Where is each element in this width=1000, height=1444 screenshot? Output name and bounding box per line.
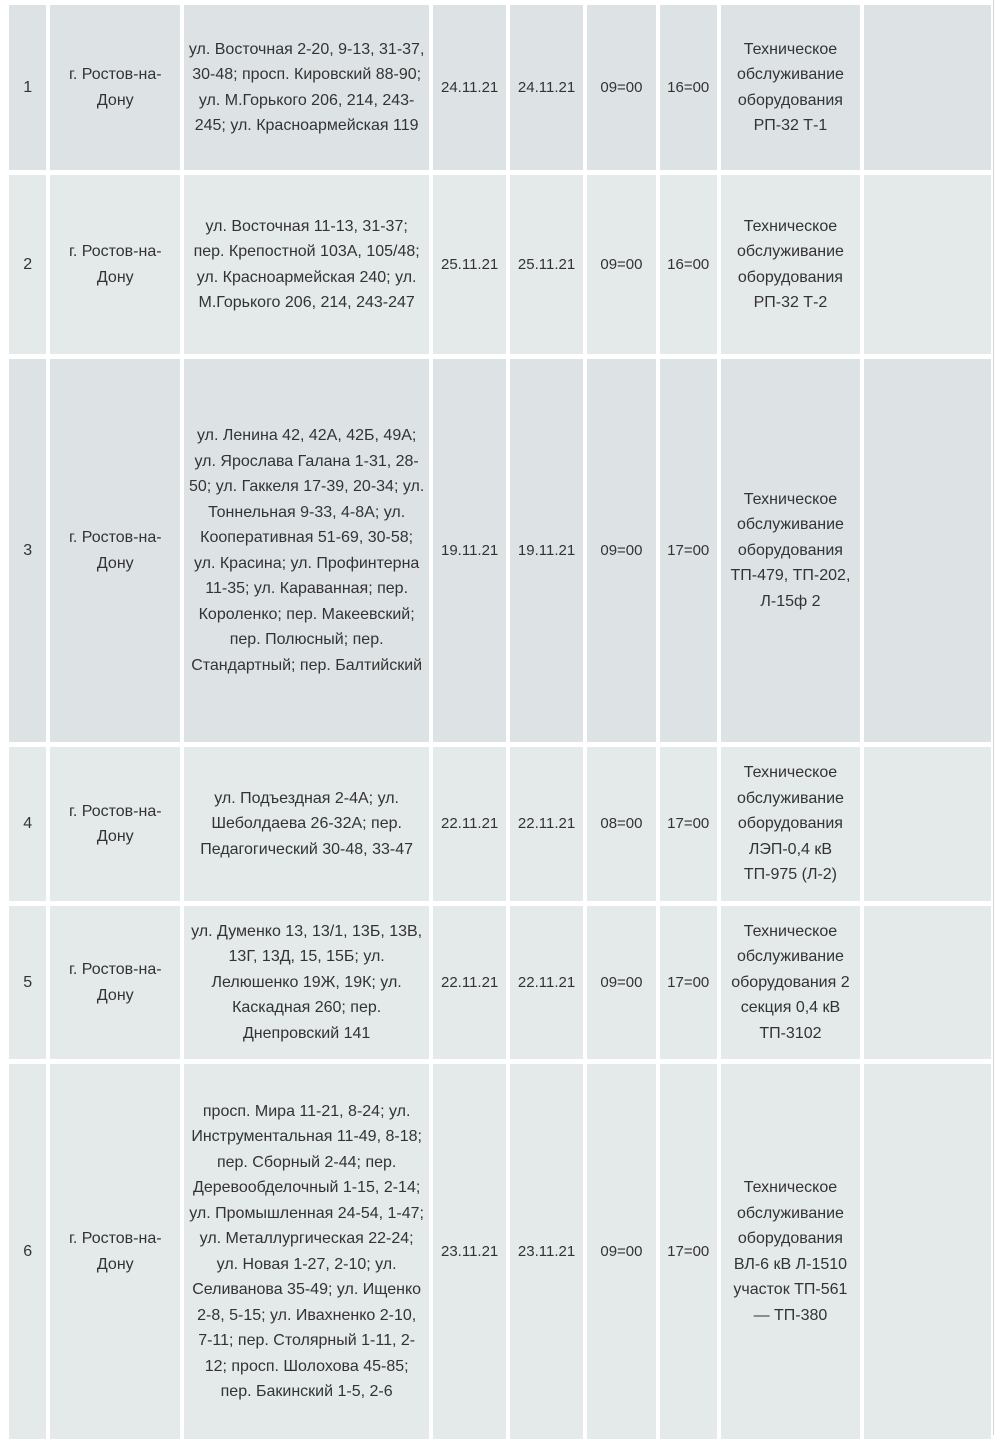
page-scroll-edge [993, 0, 994, 1435]
end-time-cell: 17=00 [660, 359, 717, 742]
note-cell [864, 1064, 991, 1439]
reason-cell: Техническое обслуживание оборудования ТП-479, ТП-202, Л-15ф 2 [721, 359, 861, 742]
end-date-cell: 19.11.21 [510, 359, 583, 742]
row-number-cell: 5 [9, 906, 46, 1059]
note-cell [864, 5, 991, 170]
start-time-cell: 09=00 [587, 1064, 656, 1439]
city-cell: г. Ростов-на-Дону [50, 175, 180, 354]
address-cell: просп. Мира 11-21, 8-24; ул. Инструментальная 11-49, 8-18; пер. Сборный 2-44; пер. Деревообделочный 1-15, 2-14; ул. Промышленная 24-54, 1-47; ул. Металлургическая 22-24; ул. Новая 1-27, 2-10; ул. Селиванова 35-49; ул. Ищенко 2-8, 5-15; ул. Ивахненко 2-10, 7-11; пер. Столярный 1-11, 2-12; просп. Шолохова 45-85; пер. Бакинский 1-5, 2-6 [184, 1064, 429, 1439]
table-row [9, 1064, 991, 1439]
end-time-cell: 17=00 [660, 1064, 717, 1439]
row-number-cell: 3 [9, 359, 46, 742]
address-cell: ул. Думенко 13, 13/1, 13Б, 13В, 13Г, 13Д, 15, 15Б; ул. Лелюшенко 19Ж, 19К; ул. Каскадная 260; пер. Днепровский 141 [184, 906, 429, 1059]
table-row [9, 747, 991, 901]
end-time-cell: 16=00 [660, 175, 717, 354]
address-cell: ул. Ленина 42, 42А, 42Б, 49А; ул. Ярослава Галана 1-31, 28-50; ул. Гаккеля 17-39, 20-34; ул. Тоннельная 9-33, 4-8А; ул. Кооперативная 51-69, 30-58; ул. Красина; ул. Профинтерна 11-35; ул. Караванная; пер. Короленко; пер. Макеевский; пер. Полюсный; пер. Стандартный; пер. Балтийский [184, 359, 429, 742]
note-cell [864, 359, 991, 742]
row-number-cell: 2 [9, 175, 46, 354]
city-cell: г. Ростов-на-Дону [50, 359, 180, 742]
table-row [9, 906, 991, 1059]
note-cell [864, 906, 991, 1059]
reason-cell: Техническое обслуживание оборудования ВЛ-6 кВ Л-1510 участок ТП-561 — ТП-380 [721, 1064, 861, 1439]
start-time-cell: 08=00 [587, 747, 656, 901]
address-cell: ул. Восточная 2-20, 9-13, 31-37, 30-48; просп. Кировский 88-90; ул. М.Горького 206, 214, 243-245; ул. Красноармейская 119 [184, 5, 429, 170]
end-time-cell: 17=00 [660, 747, 717, 901]
table-row [9, 359, 991, 742]
address-cell: ул. Восточная 11-13, 31-37; пер. Крепостной 103А, 105/48; ул. Красноармейская 240; ул. М.Горького 206, 214, 243-247 [184, 175, 429, 354]
reason-cell: Техническое обслуживание оборудования ЛЭП-0,4 кВ ТП-975 (Л-2) [721, 747, 861, 901]
end-date-cell: 23.11.21 [510, 1064, 583, 1439]
start-time-cell: 09=00 [587, 359, 656, 742]
row-number-cell: 6 [9, 1064, 46, 1439]
city-cell: г. Ростов-на-Дону [50, 747, 180, 901]
reason-cell: Техническое обслуживание оборудования РП-32 Т-1 [721, 5, 861, 170]
outage-schedule-table [5, 0, 995, 1444]
end-date-cell: 22.11.21 [510, 906, 583, 1059]
start-time-cell: 09=00 [587, 906, 656, 1059]
note-cell [864, 747, 991, 901]
row-number-cell: 1 [9, 5, 46, 170]
reason-cell: Техническое обслуживание оборудования РП-32 Т-2 [721, 175, 861, 354]
start-time-cell: 09=00 [587, 5, 656, 170]
end-time-cell: 17=00 [660, 906, 717, 1059]
address-cell: ул. Подъездная 2-4А; ул. Шеболдаева 26-32А; пер. Педагогический 30-48, 33-47 [184, 747, 429, 901]
table-row [9, 5, 991, 170]
end-time-cell: 16=00 [660, 5, 717, 170]
reason-cell: Техническое обслуживание оборудования 2 секция 0,4 кВ ТП-3102 [721, 906, 861, 1059]
city-cell: г. Ростов-на-Дону [50, 1064, 180, 1439]
start-date-cell: 25.11.21 [433, 175, 506, 354]
start-time-cell: 09=00 [587, 175, 656, 354]
end-date-cell: 24.11.21 [510, 5, 583, 170]
city-cell: г. Ростов-на-Дону [50, 906, 180, 1059]
row-number-cell: 4 [9, 747, 46, 901]
start-date-cell: 24.11.21 [433, 5, 506, 170]
city-cell: г. Ростов-на-Дону [50, 5, 180, 170]
start-date-cell: 19.11.21 [433, 359, 506, 742]
start-date-cell: 23.11.21 [433, 1064, 506, 1439]
note-cell [864, 175, 991, 354]
end-date-cell: 22.11.21 [510, 747, 583, 901]
start-date-cell: 22.11.21 [433, 747, 506, 901]
table-row [9, 175, 991, 354]
start-date-cell: 22.11.21 [433, 906, 506, 1059]
end-date-cell: 25.11.21 [510, 175, 583, 354]
